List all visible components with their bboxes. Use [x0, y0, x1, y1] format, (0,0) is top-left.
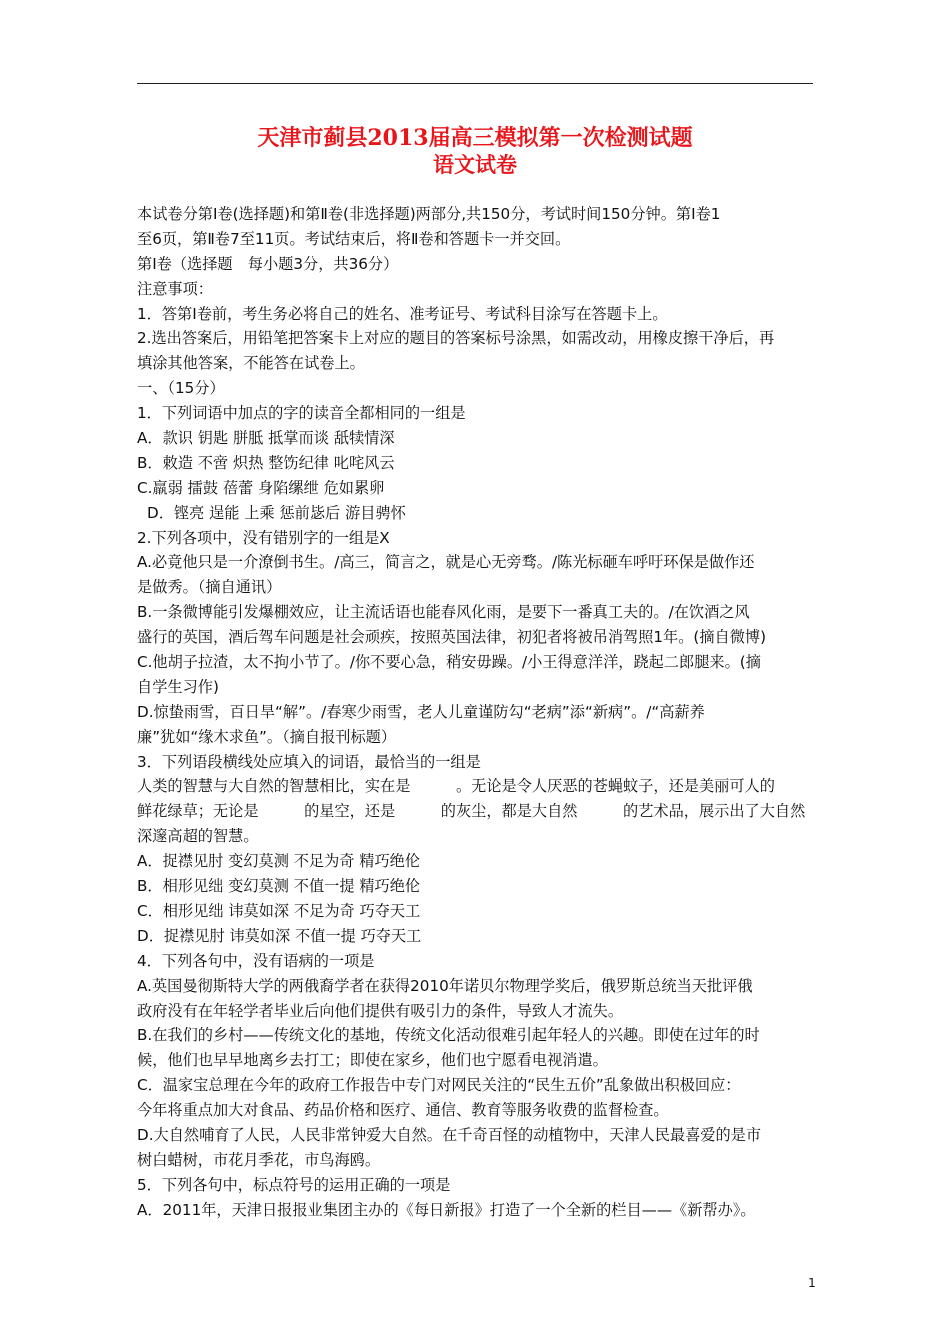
body-line: 1．下列词语中加点的字的读音全都相同的一组是 [137, 404, 466, 423]
body-line: A.必竟他只是一介潦倒书生。/高三，简言之，就是心无旁骛。/陈光标砸车呼吁环保是做作还 [137, 553, 755, 572]
body-line: 4．下列各句中，没有语病的一项是 [137, 951, 375, 970]
body-line: C.他胡子拉渣，太不拘小节了。/你不要心急，稍安毋躁。/小王得意洋洋，跷起二郎腿来。(摘 [137, 653, 761, 672]
body-line: 鲜花绿草；无论是 的星空，还是 的灰尘，都是大自然 的艺术品，展示出了大自然 [137, 802, 806, 821]
body-line: 3．下列语段横线处应填入的词语，最恰当的一组是 [137, 752, 481, 771]
body-line: 盛行的英国，酒后驾车问题是社会顽疾，按照英国法律，初犯者将被吊消驾照1年。(摘自微博) [137, 628, 767, 647]
body-line: B.一条微博能引发爆棚效应，让主流话语也能春风化雨，是要下一番真工夫的。/在饮酒之风 [137, 603, 750, 622]
body-line: 是做秀。（摘自通讯） [137, 578, 282, 597]
body-line: 今年将重点加大对食品、药品价格和医疗、通信、教育等服务收费的监督检查。 [137, 1101, 669, 1120]
document-subtitle: 语文试卷 [433, 152, 517, 177]
body-line: 人类的智慧与大自然的智慧相比，实在是 。无论是令人厌恶的苍蝇蚊子，还是美丽可人的 [137, 777, 775, 796]
body-line: 廉”犹如“缘木求鱼”。（摘自报刊标题） [137, 727, 397, 746]
body-line: A．2011年，天津日报报业集团主办的《每日新报》打造了一个全新的栏目——《新帮办》。 [137, 1200, 756, 1219]
body-line: B．相形见绌 变幻莫测 不值一提 精巧绝伦 [137, 877, 421, 896]
body-line: 本试卷分第Ⅰ卷(选择题)和第Ⅱ卷(非选择题)两部分,共150分，考试时间150分钟。第Ⅰ卷1 [137, 205, 721, 223]
document-title: 天津市蓟县2013届高三模拟第一次检测试题 [257, 125, 693, 151]
body-line: B．敕造 不啻 炽热 整饬纪律 叱咤风云 [137, 453, 395, 472]
body-line: D.大自然哺育了人民，人民非常钟爱大自然。在千奇百怪的动植物中，天津人民最喜爱的是市 [137, 1125, 762, 1144]
document-body [137, 202, 817, 1223]
page-number: 1 [808, 1276, 816, 1290]
body-line: D．捉襟见肘 讳莫如深 不值一提 巧夺天工 [137, 926, 422, 945]
body-line: 2.选出答案后，用铅笔把答案卡上对应的题目的答案标号涂黑，如需改动，用橡皮擦干净后，再 [137, 329, 775, 348]
body-line: 5．下列各句中，标点符号的运用正确的一项是 [137, 1175, 451, 1194]
body-line: 一、（15分） [137, 379, 225, 398]
body-line: 树白蜡树，市花月季花，市鸟海鸥。 [137, 1150, 380, 1169]
body-line: C.羸弱 擂鼓 蓓蕾 身陷缧绁 危如累卵 [137, 478, 385, 497]
body-line: 自学生习作) [137, 677, 219, 696]
body-line: D．铿亮 逞能 上乘 惩前毖后 游目骋怀 [147, 503, 406, 522]
body-line: A．款识 钥匙 胼胝 抵掌而谈 舐犊情深 [137, 429, 395, 448]
body-line: C．温家宝总理在今年的政府工作报告中专门对网民关注的“民生五价”乱象做出积极回应： [137, 1076, 741, 1095]
body-line: A．捉襟见肘 变幻莫测 不足为奇 精巧绝伦 [137, 852, 421, 871]
body-line: 注意事项： [137, 279, 213, 298]
body-line: 至6页，第Ⅱ卷7至11页。考试结束后，将Ⅱ卷和答题卡一并交回。 [137, 229, 571, 248]
body-line: D.惊蛰雨雪，百日旱“解”。/春寒少雨雪，老人儿童谨防勾“老病”添“新病”。/“高薪养 [137, 702, 705, 721]
body-line: 政府没有在年轻学者毕业后向他们提供有吸引力的条件，导致人才流失。 [137, 1001, 623, 1020]
body-line: 1．答第Ⅰ卷前，考生务必将自己的姓名、准考证号、考试科目涂写在答题卡上。 [137, 304, 668, 323]
body-line: 2.下列各项中，没有错别字的一组是X [137, 528, 390, 547]
body-line: 填涂其他答案，不能答在试卷上。 [137, 354, 365, 373]
body-line: 深邃高超的智慧。 [137, 827, 259, 846]
body-line: B.在我们的乡村——传统文化的基地，传统文化活动很难引起年轻人的兴趣。即使在过年的时 [137, 1026, 760, 1045]
body-line: 候，他们也早早地离乡去打工；即使在家乡，他们也宁愿看电视消遣。 [137, 1051, 608, 1070]
header-rule [137, 83, 813, 84]
body-line: 第Ⅰ卷（选择题 每小题3分，共36分） [137, 254, 399, 273]
body-line: C．相形见绌 讳莫如深 不足为奇 巧夺天工 [137, 901, 421, 920]
body-line: A.英国曼彻斯特大学的两俄裔学者在获得2010年诺贝尔物理学奖后，俄罗斯总统当天批评俄 [137, 976, 753, 995]
